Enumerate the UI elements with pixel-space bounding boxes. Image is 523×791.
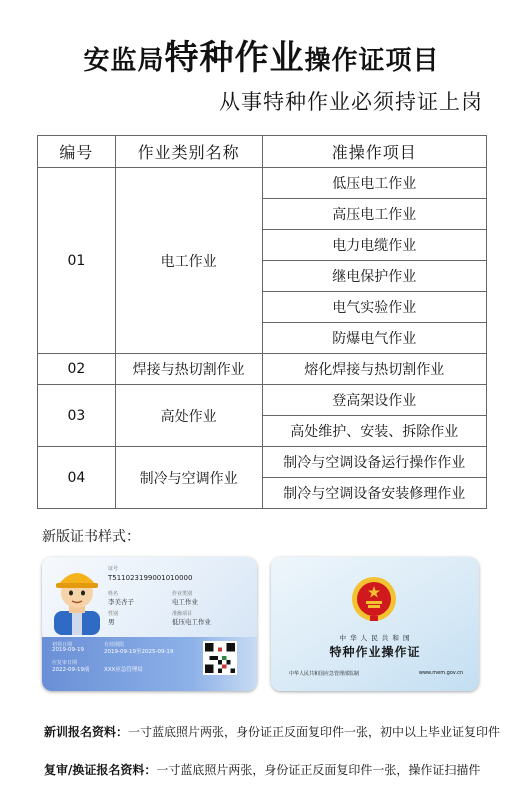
table-row — [38, 354, 487, 385]
certificate-back-card — [271, 557, 479, 691]
org-value: XXX应急管理局 — [104, 667, 143, 673]
cert-title: 特种作业操作证 — [329, 645, 421, 659]
qr-code-icon — [203, 641, 237, 675]
row-number: 03 — [38, 385, 116, 447]
national-emblem-icon — [350, 575, 398, 623]
row-category: 焊接与热切割作业 — [115, 354, 262, 385]
note-head: 新训报名资料： — [44, 725, 129, 739]
header-number: 编号 — [38, 136, 116, 168]
row-item: 制冷与空调设备运行操作作业 — [262, 447, 487, 478]
title-part1: 安监局 — [83, 46, 165, 76]
row-category: 电工作业 — [115, 168, 262, 354]
review-value: 2022-09-19前 — [52, 667, 90, 673]
id-label: 证号 — [108, 566, 119, 572]
row-item: 电力电缆作业 — [262, 230, 487, 261]
row-item: 高处维护、安装、拆除作业 — [262, 416, 487, 447]
row-number: 02 — [38, 354, 116, 385]
title-part2: 特种作业 — [164, 38, 305, 78]
website-text: www.mem.gov.cn — [418, 670, 463, 676]
row-category: 制冷与空调作业 — [115, 447, 262, 509]
row-item: 高压电工作业 — [262, 199, 487, 230]
table-row — [38, 168, 487, 199]
country-text: 中 华 人 民 共 和 国 — [339, 634, 411, 642]
note-head: 复审/换证报名资料： — [44, 763, 157, 777]
id-value: T511023199001010000 — [108, 574, 193, 582]
title-part3: 操作证项目 — [304, 46, 440, 76]
item-label: 准操项目 — [172, 611, 193, 617]
header-items: 准操作项目 — [262, 136, 487, 168]
project-table — [37, 135, 487, 509]
row-item: 低压电工作业 — [262, 168, 487, 199]
certificate-front-card — [42, 557, 257, 691]
page-subtitle: 从事特种作业必须持证上岗 — [219, 90, 483, 114]
row-item: 防爆电气作业 — [262, 323, 487, 354]
row-number: 01 — [38, 168, 116, 354]
row-item: 登高架设作业 — [262, 385, 487, 416]
item-value: 低压电工作业 — [172, 618, 211, 626]
table-row — [38, 385, 487, 416]
gender-value: 男 — [108, 618, 115, 626]
first-date-label: 初领日期 — [52, 642, 73, 648]
valid-value: 2019-09-19至2025-09-19 — [104, 649, 174, 655]
note-body: 一寸蓝底照片两张，身份证正反面复印件一张，初中以上毕业证复印件 — [128, 725, 501, 739]
category-label: 作业类别 — [172, 591, 193, 597]
row-category: 高处作业 — [115, 385, 262, 447]
row-item: 电气实验作业 — [262, 292, 487, 323]
page-title — [0, 30, 523, 79]
table-row — [38, 447, 487, 478]
first-date-value: 2019-09-19 — [52, 647, 84, 653]
name-value: 李美杏子 — [108, 598, 134, 606]
gender-label: 性别 — [108, 611, 119, 617]
header-category: 作业类别名称 — [115, 136, 262, 168]
note-renewal — [44, 761, 480, 778]
row-number: 04 — [38, 447, 116, 509]
worker-avatar-icon — [52, 563, 102, 635]
sample-label: 新版证书样式： — [42, 529, 140, 545]
table-header-row — [38, 136, 487, 168]
category-value: 电工作业 — [172, 598, 198, 606]
note-body: 一寸蓝底照片两张，身份证正反面复印件一张，操作证扫描件 — [156, 763, 481, 777]
valid-label: 有效期限 — [104, 642, 125, 648]
note-new-training — [44, 723, 500, 740]
name-label: 姓名 — [108, 591, 119, 597]
row-item: 熔化焊接与热切割作业 — [262, 354, 487, 385]
review-label: 应复审日期 — [52, 660, 78, 666]
issuer-text: 中华人民共和国应急管理部监制 — [289, 671, 360, 677]
row-item: 制冷与空调设备安装修理作业 — [262, 478, 487, 509]
row-item: 继电保护作业 — [262, 261, 487, 292]
